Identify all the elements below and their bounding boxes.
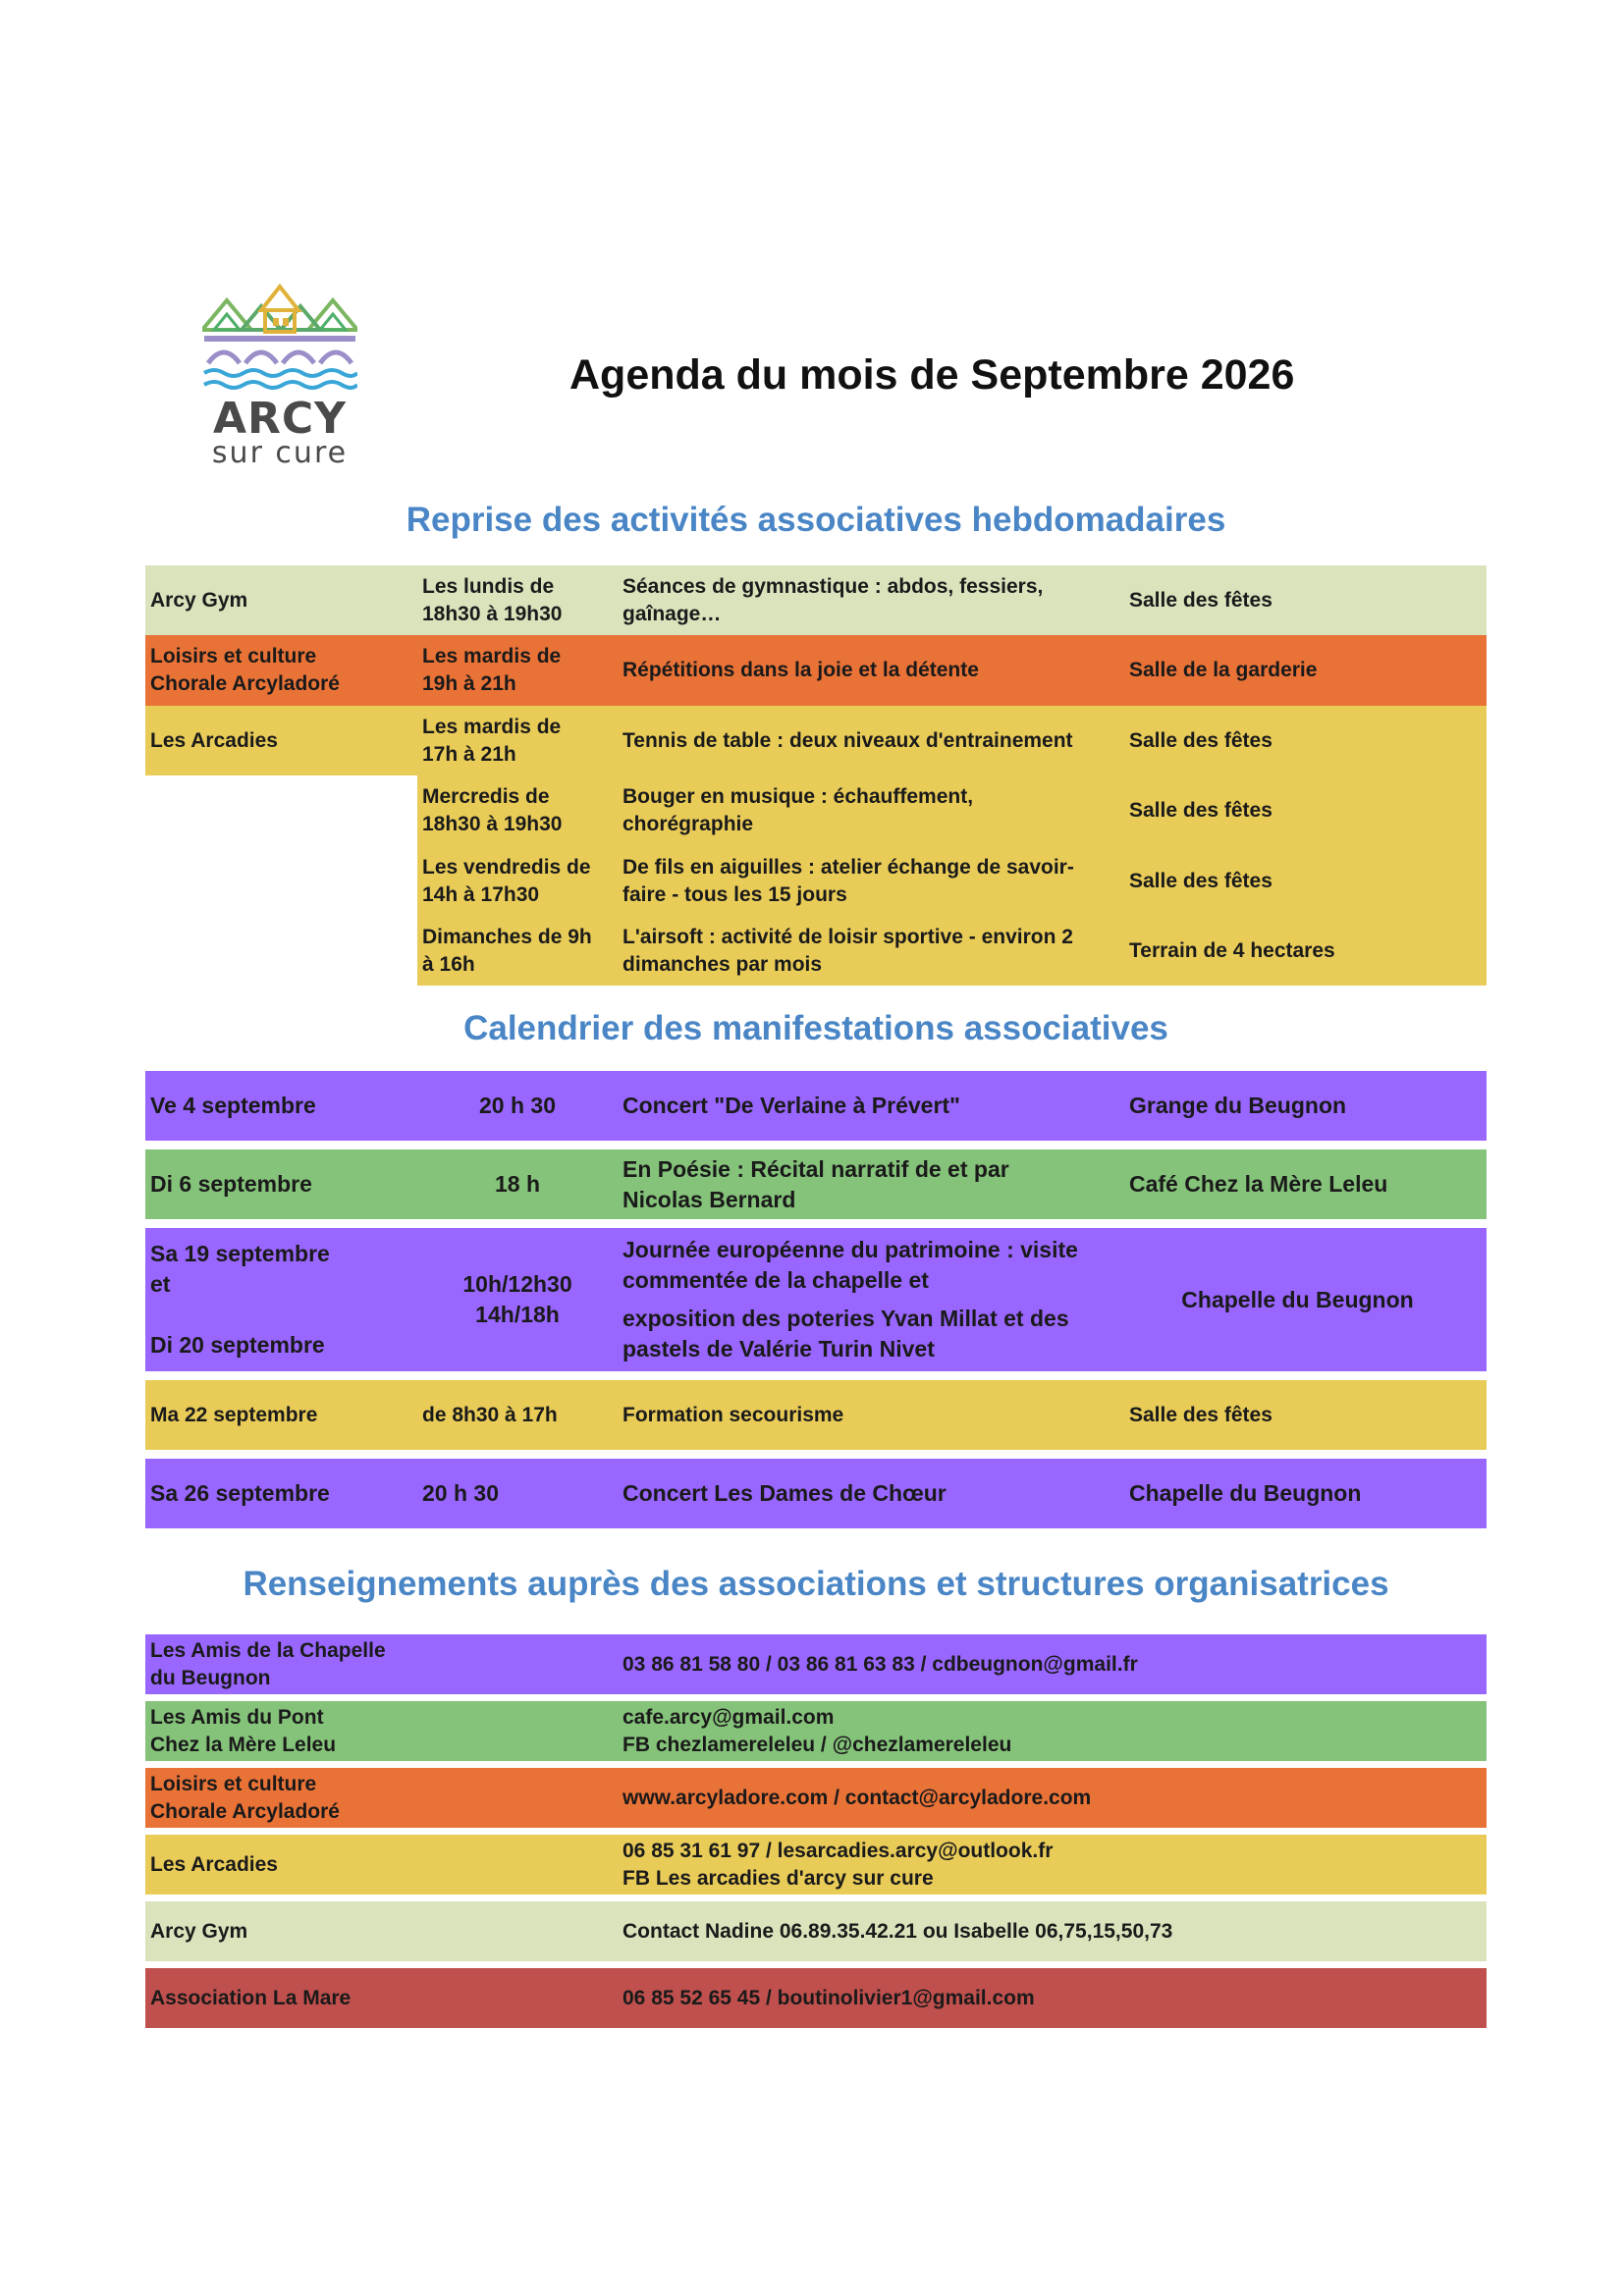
venue-cell: Chapelle du Beugnon (1129, 1480, 1362, 1506)
venue-cell: Salle des fêtes (1129, 1403, 1272, 1426)
date-cell: Ve 4 septembre (150, 1093, 316, 1118)
time-cell: de 8h30 à 17h (422, 1403, 558, 1426)
contact-info-cell: 03 86 81 58 80 / 03 86 81 63 83 / cdbeugnon@gmail.fr (623, 1652, 1138, 1676)
org-cell: Les Arcadies (150, 728, 278, 752)
schedule-cell: Les mardis de 17h à 21h (422, 715, 562, 766)
table-row (417, 916, 1487, 986)
date-cell: Sa 19 septembre et Di 20 septembre (150, 1241, 330, 1358)
table-row (145, 1835, 1487, 1895)
events-table (145, 1071, 1487, 1532)
event-cell: Journée européenne du patrimoine : visite commentée de la chapelle et exposition des poteries Yvan Millat et des pastels de Valérie Turin Nivet (623, 1237, 1078, 1362)
arcy-logo (196, 281, 363, 470)
org-cell: Les Amis de la Chapelle du Beugnon (150, 1638, 386, 1689)
table-row (145, 1701, 1487, 1761)
table-row (145, 635, 1487, 706)
contacts-section-title: Renseignements auprès des associations et structures organisatrices (243, 1565, 1389, 1603)
event-cell: Concert "De Verlaine à Prévert" (623, 1093, 960, 1118)
table-row (145, 1768, 1487, 1828)
date-cell: Di 6 septembre (150, 1171, 312, 1197)
schedule-cell: Mercredis de 18h30 à 19h30 (422, 785, 563, 835)
event-cell: En Poésie : Récital narratif de et par Nicolas Bernard (623, 1155, 1009, 1212)
contact-info-cell: www.arcyladore.com / contact@arcyladore.com (623, 1786, 1092, 1809)
village-logo-icon (202, 281, 357, 397)
time-cell: 10h/12h30 14h/18h (462, 1271, 572, 1327)
time-cell: 20 h 30 (422, 1480, 499, 1506)
location-cell: Salle des fêtes (1129, 728, 1272, 752)
table-row (145, 1634, 1487, 1694)
location-cell: Salle des fêtes (1129, 869, 1272, 892)
org-cell: Les Arcadies (150, 1852, 278, 1876)
activity-cell: Répétitions dans la joie et la détente (623, 659, 979, 681)
table-row (145, 1149, 1487, 1219)
venue-cell: Chapelle du Beugnon (1181, 1286, 1414, 1312)
table-row (417, 775, 1487, 846)
event-cell: Concert Les Dames de Chœur (623, 1480, 947, 1506)
activity-cell: L'airsoft : activité de loisir sportive - environ 2 dimanches par mois (623, 925, 1073, 976)
schedule-cell: Les mardis de 19h à 21h (422, 645, 562, 695)
venue-cell: Café Chez la Mère Leleu (1129, 1171, 1388, 1197)
logo-text-sur-cure: sur cure (211, 436, 349, 470)
time-cell: 20 h 30 (479, 1093, 556, 1118)
table-row (145, 1380, 1487, 1450)
activity-cell: Tennis de table : deux niveaux d'entrainement (623, 728, 1073, 752)
location-cell: Salle de la garderie (1129, 659, 1318, 681)
table-row (145, 1459, 1487, 1528)
table-row (145, 1071, 1487, 1141)
table-row (145, 1901, 1487, 1961)
org-cell: Arcy Gym (150, 588, 248, 612)
table-row (145, 1228, 1487, 1371)
table-row (145, 706, 1487, 775)
page-title: Agenda du mois de Septembre 2026 (569, 351, 1295, 399)
date-cell: Ma 22 septembre (150, 1403, 318, 1426)
org-cell: Loisirs et culture Chorale Arcyladoré (150, 1772, 340, 1823)
org-cell: Loisirs et culture Chorale Arcyladoré (150, 645, 340, 695)
location-cell: Salle des fêtes (1129, 588, 1272, 612)
contact-info-cell: 06 85 31 61 97 / lesarcadies.arcy@outlook.fr FB Les arcadies d'arcy sur cure (623, 1839, 1054, 1890)
activity-cell: Bouger en musique : échauffement, chorégraphie (623, 785, 974, 835)
table-row (417, 846, 1487, 916)
date-cell: Sa 26 septembre (150, 1480, 330, 1506)
table-row (145, 1968, 1487, 2028)
activity-cell: De fils en aiguilles : atelier échange de savoir- faire - tous les 15 jours (623, 855, 1074, 906)
location-cell: Salle des fêtes (1129, 799, 1272, 822)
location-cell: Terrain de 4 hectares (1129, 938, 1335, 962)
events-section-title: Calendrier des manifestations associatives (463, 1009, 1168, 1047)
venue-cell: Grange du Beugnon (1129, 1093, 1347, 1118)
weekly-section-title: Reprise des activités associatives hebdomadaires (406, 501, 1226, 539)
table-row (145, 565, 1487, 635)
time-cell: 18 h (494, 1171, 541, 1197)
schedule-cell: Les vendredis de 14h à 17h30 (422, 855, 591, 906)
contact-info-cell: cafe.arcy@gmail.com FB chezlamereleleu / @chezlamereleleu (623, 1705, 1012, 1756)
schedule-cell: Dimanches de 9h à 16h (422, 925, 592, 976)
org-cell: Les Amis du Pont Chez la Mère Leleu (150, 1705, 337, 1756)
contacts-table (145, 1634, 1487, 2030)
org-cell: Arcy Gym (150, 1919, 248, 1943)
org-cell: Association La Mare (150, 1986, 352, 2009)
event-cell: Formation secourisme (623, 1403, 844, 1426)
schedule-cell: Les lundis de 18h30 à 19h30 (422, 574, 563, 625)
weekly-table (145, 565, 1487, 986)
activity-cell: Séances de gymnastique : abdos, fessiers, gaînage… (623, 574, 1044, 625)
contact-info-cell: Contact Nadine 06.89.35.42.21 ou Isabelle 06,75,15,50,73 (623, 1919, 1173, 1943)
logo-text-arcy: ARCY (212, 394, 348, 444)
contact-info-cell: 06 85 52 65 45 / boutinolivier1@gmail.com (623, 1986, 1035, 2009)
